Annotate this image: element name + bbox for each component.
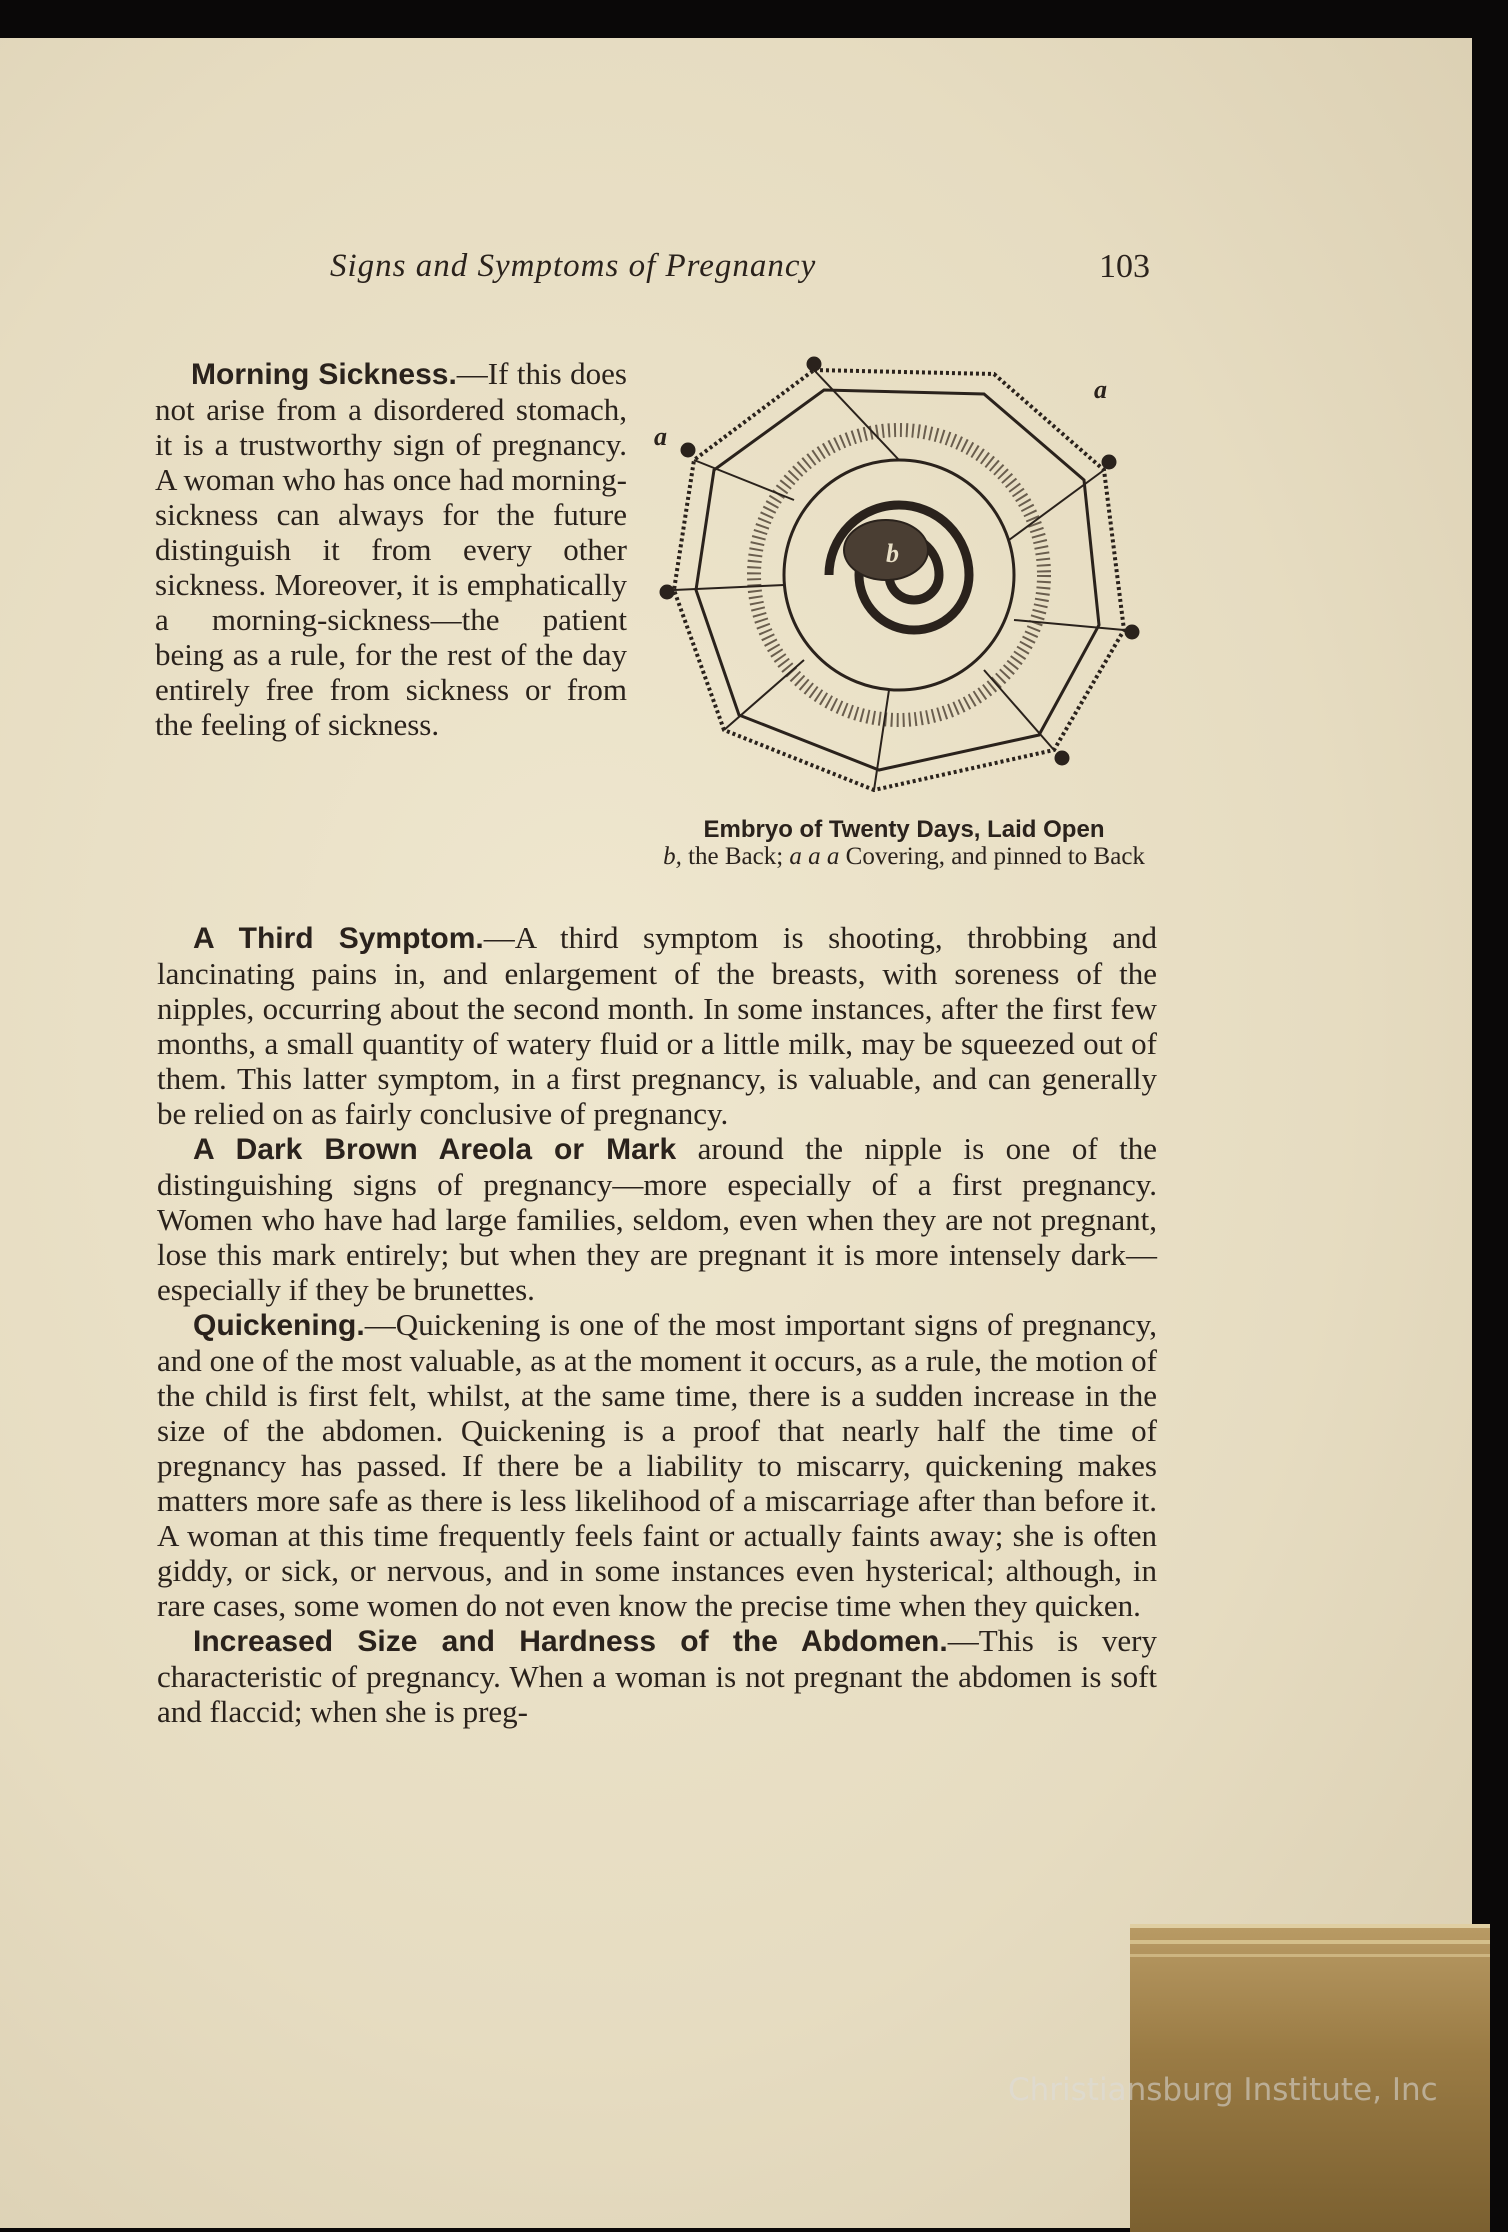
figure-caption-title: Embryo of Twenty Days, Laid Open	[703, 816, 1105, 843]
pin-head	[660, 585, 674, 599]
third-symptom-heading: A Third Symptom.	[193, 922, 484, 955]
pin-head	[807, 357, 821, 371]
pin-head	[1102, 455, 1116, 469]
quickening-heading: Quickening.	[193, 1309, 365, 1342]
abdomen-heading: Increased Size and Hardness of the Abdomen.	[193, 1625, 948, 1658]
caption-rest: Covering, and pinned to Back	[839, 843, 1145, 870]
abdomen-paragraph	[157, 1623, 1157, 1729]
areola-paragraph	[157, 1131, 1157, 1307]
embryo-figure	[650, 350, 1158, 870]
quickening-paragraph	[157, 1307, 1157, 1623]
running-head	[330, 248, 1150, 285]
embryo-outer-membrane	[674, 370, 1124, 790]
morning-sickness-paragraph	[155, 356, 627, 742]
pin-head	[1125, 625, 1139, 639]
figure-label-a-right: a	[1094, 375, 1107, 404]
book-page	[0, 38, 1472, 2228]
running-title: Signs and Symptoms of Pregnancy	[330, 248, 817, 284]
morning-sickness-body: —If this does not arise from a disordered stomach, it is a trustworthy sign of pregnancy. A woman who has once had morning-sickness can always for the future distinguish it from every other sickness. Moreover, it is emphatically a morning-sickness—the patient being as a rule, for the rest of the day entirely free from sickness or from the feeling of sickness.	[155, 356, 627, 742]
quickening-body: —Quickening is one of the most important signs of pregnancy, and one of the most valuable, as at the moment it occurs, as a rule, the motion of the child is first felt, whilst, at the same time, there is a sudden increase in the size of the abdomen. Quickening is a proof that nearly half the time of pregnancy has passed. If there be a liability to miscarry, quickening makes matters more safe as there is less likelihood of a miscarriage after than before it. A woman at this time frequently feels faint or actually faints away; she is often giddy, or sick, or nervous, and in some instances even hysterical; although, in rare cases, some women do not even know the precise time when they quicken.	[157, 1307, 1157, 1623]
morning-sickness-heading: Morning Sickness.	[191, 358, 457, 391]
pin-head	[681, 443, 695, 457]
main-text	[157, 920, 1157, 1729]
figure-caption-body	[650, 843, 1158, 870]
page-number: 103	[1099, 248, 1150, 285]
pin-head	[1055, 751, 1069, 765]
caption-aaa: a a a	[789, 843, 840, 870]
embryo-illustration	[654, 350, 1154, 810]
caption-back: the Back;	[681, 843, 790, 870]
morning-sickness-section	[155, 356, 627, 742]
watermark: Christiansburg Institute, Inc	[1008, 2072, 1438, 2108]
caption-b: b,	[663, 843, 682, 870]
third-symptom-body: —A third symptom is shooting, throbbing and lancinating pains in, and enlargement of the breasts, with soreness of the nipples, occurring about the second month. In some instances, after the first few months, a small quantity of watery fluid or a little milk, may be squeezed out of them. This latter symptom, in a first pregnancy, is valuable, and can generally be relied on as fairly conclusive of pregnancy.	[157, 920, 1157, 1131]
figure-label-a-left: a	[654, 422, 667, 451]
areola-body: around the nipple is one of the distinguishing signs of pregnancy—more especially of a first pregnancy. Women who have had large families, seldom, even when they are not pregnant, lose this mark entirely; but when they are pregnant it is more intensely dark—especially if they be brunettes.	[157, 1131, 1157, 1307]
areola-heading: A Dark Brown Areola or Mark	[193, 1133, 677, 1166]
third-symptom-paragraph	[157, 920, 1157, 1131]
figure-label-b: b	[886, 539, 899, 568]
abdomen-body: —This is very characteristic of pregnancy. When a woman is not pregnant the abdomen is soft and flaccid; when she is preg-	[157, 1623, 1157, 1729]
